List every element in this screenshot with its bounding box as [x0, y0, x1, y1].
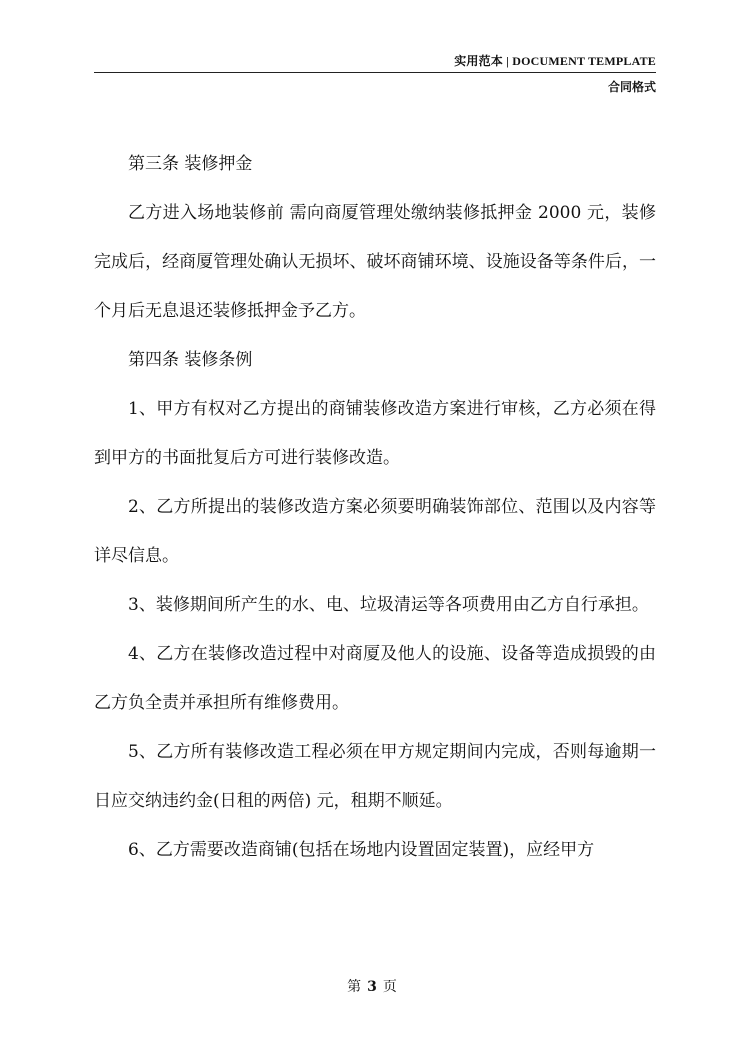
page-number: 3 — [367, 979, 377, 995]
header-divider — [94, 72, 656, 73]
page-number-prefix: 第 — [347, 979, 362, 995]
section-heading-article-4: 第四条 装修条例 — [128, 350, 253, 370]
clause-4: 4、乙方在装修改造过程中对商厦及他人的设施、设备等造成损毁的由乙方负全责并承担所有维修费用。 — [94, 644, 656, 713]
header-subtitle: 合同格式 — [607, 80, 656, 94]
document-body — [94, 140, 656, 875]
section-heading-article-3: 第三条 装修押金 — [128, 154, 253, 174]
clause-6: 6、乙方需要改造商铺(包括在场地内设置固定装置)，应经甲方 — [128, 840, 595, 860]
header-title: 实用范本 | DOCUMENT TEMPLATE — [454, 54, 656, 68]
paragraph-deposit: 乙方进入场地装修前 需向商厦管理处缴纳装修抵押金 2000 元，装修完成后，经商厦管理处确认无损坏、破坏商铺环境、设施设备等条件后，一个月后无息退还装修抵押金予乙方。 — [94, 203, 656, 321]
clause-2: 2、乙方所提出的装修改造方案必须要明确装饰部位、范围以及内容等详尽信息。 — [94, 497, 656, 566]
page-number-suffix: 页 — [382, 979, 397, 995]
clause-5: 5、乙方所有装修改造工程必须在甲方规定期间内完成，否则每逾期一日应交纳违约金(日租的两倍) 元，租期不顺延。 — [94, 742, 656, 811]
clause-3: 3、装修期间所产生的水、电、垃圾清运等各项费用由乙方自行承担。 — [128, 595, 649, 615]
page-header — [94, 52, 656, 95]
page-footer — [0, 976, 744, 996]
clause-1: 1、甲方有权对乙方提出的商铺装修改造方案进行审核，乙方必须在得到甲方的书面批复后方可进行装修改造。 — [94, 399, 656, 468]
